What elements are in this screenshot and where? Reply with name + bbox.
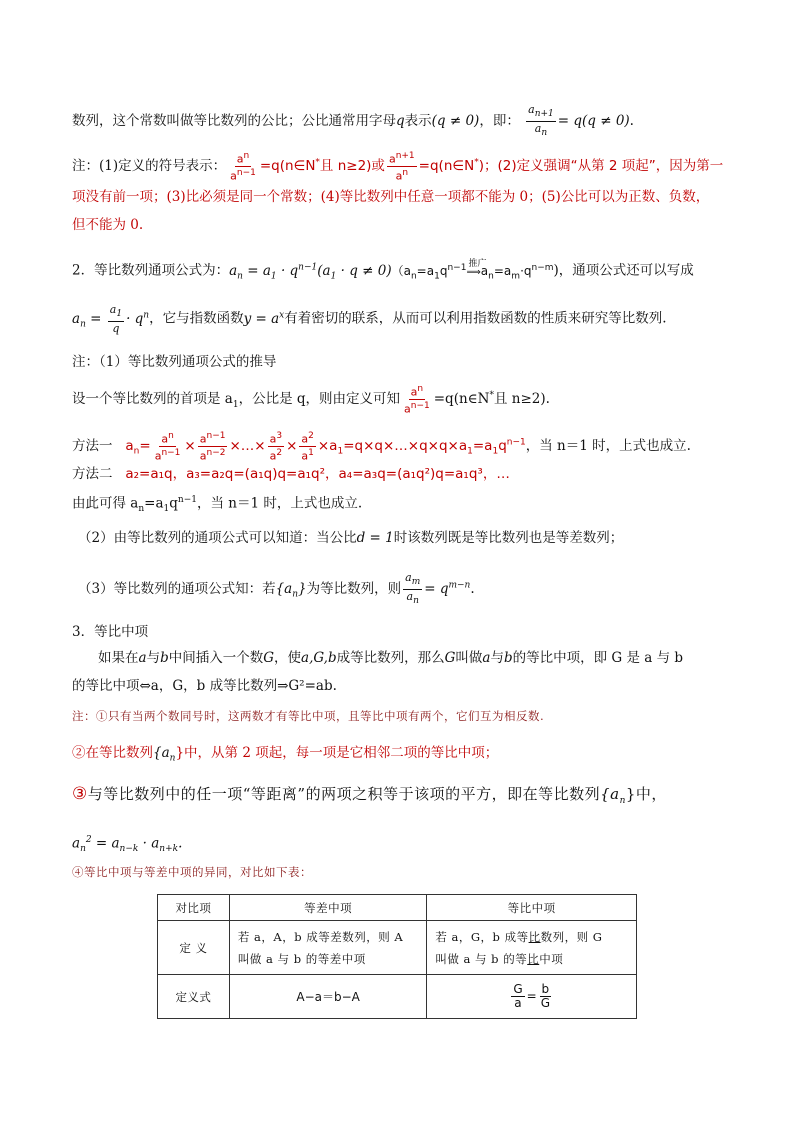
table-cell: 若 a，G，b 成等比数列，则 G 叫做 a 与 b 的等比中项 xyxy=(427,921,637,975)
note-three: （3）等比数列的通项公式知：若$\{a_n\}$为等比数列，则 $\frac{a_m}{a_n}$ = $q^{m-n}$. xyxy=(78,571,475,607)
comparison-intro: ④等比中项与等差中项的异同，对比如下表： xyxy=(72,865,312,879)
note-definition-line3: 但不能为 0. xyxy=(72,217,144,233)
text: 数列，这个常数叫做等比数列的公比；公比通常用字母 xyxy=(72,113,396,130)
geometric-mean-note3: ③与等比数列中的任一项“等距离”的两项之积等于该项的平方，即在等比数列$\{a_n\}$中， xyxy=(72,784,667,806)
ratio-fraction: $\frac{a_{n+1}}{a_n}$ xyxy=(528,103,554,139)
text: 表示 xyxy=(404,113,432,130)
row-label: 定义式 xyxy=(158,975,230,1019)
comparison-table xyxy=(157,894,637,1019)
derivation-setup: 设一个等比数列的首项是 $a_1$，公比是 q，则由定义可知 $\frac{a^n}{a^{n-1}}$ =q(n∈N*且 n≥2). xyxy=(72,384,550,416)
section-3-heading: 3．等比中项 xyxy=(72,624,149,640)
method-two: 方法二 a₂=a₁q，a₃=a₂q=(a₁q)q=a₁q²，a₄=a₃q=(a₁q²)q=a₁q³，… xyxy=(72,466,510,482)
table-cell: A−a＝b−A xyxy=(229,975,426,1019)
table-header-row xyxy=(158,895,637,921)
definition-formula: $\frac{a^n}{a^{n-1}}$ =q(n∈N*且 n≥2)或 $\frac{a^{n+1}}{a^n}$ =q(n∈N*)；(2)定义强调“从第 2 项起”，因为第一 xyxy=(230,151,724,183)
header-cell: 等比中项 xyxy=(427,895,637,921)
method-conclusion: 由此可得 $a_n=a_1q^{n-1}$，当 n＝1 时，上式也成立. xyxy=(72,495,363,515)
ratio-tail: = q(q ≠ 0) xyxy=(557,113,630,130)
generalize-arrow: 推广 ⟹ xyxy=(466,258,487,278)
geometric-mean-note2: ②在等比数列$\{a_n\}$中，从第 2 项起，每一项是它相邻二项的等比中项； xyxy=(72,745,499,764)
header-cell: 等差中项 xyxy=(229,895,426,921)
row-label: 定 义 xyxy=(158,921,230,975)
general-term-line2: $a_n$ = $\frac{a_1}{q}$ · $q^n$，它与指数函数$y = a^x$有着密切的联系，从而可以利用指数函数的性质来研究等比数列. xyxy=(72,303,667,336)
table-cell: $\frac{G}{a}$ = $\frac{b}{G}$ xyxy=(427,975,637,1019)
geometric-mean-para2: 的等比中项⇔a，G，b 成等比数列⇒G²=ab. xyxy=(72,678,337,694)
table-cell: 若 a，A，b 成等差数列，则 A 叫做 a 与 b 的等差中项 xyxy=(229,921,426,975)
table-row xyxy=(158,921,637,975)
geometric-mean-formula: $a_n^2 = a_{n-k} \cdot a_{n+k}$. xyxy=(72,835,183,855)
derivation-title: 注：（1）等比数列通项公式的推导 xyxy=(72,354,277,370)
header-cell: 对比项 xyxy=(158,895,230,921)
note-definition-line2: 项没有前一项；(3)比必须是同一个常数；(4)等比数列中任意一项都不能为 0；(5)公比可以为正数、负数， xyxy=(72,189,710,205)
note-two: （2）由等比数列的通项公式可以知道：当公比d = 1时该数列既是等比数列也是等差数列； xyxy=(78,530,624,546)
note-definition-line1: 注：(1)定义的符号表示： $\frac{a^n}{a^{n-1}}$ =q(n∈N*且 n≥2)或 $\frac{a^{n+1}}{a^n}$ =q(n∈N*)；(2)定义强调“从第 2 项起”，因为第一 xyxy=(72,151,724,183)
symbol-q: q xyxy=(396,113,405,130)
table-row xyxy=(158,975,637,1019)
text: ，即： xyxy=(479,113,520,130)
paragraph-ratio-definition: 数列，这个常数叫做等比数列的公比；公比通常用字母q表示(q ≠ 0)，即： $\frac{a_{n+1}}{a_n}$ = q(q ≠ 0). xyxy=(72,103,634,139)
condition: (q ≠ 0) xyxy=(431,113,480,130)
method-one: 方法一 $a_n=$ $\frac{a^n}{a^{n-1}}$ × $\frac{a^{n-1}}{a^{n-2}}$ ×…× $\frac{a^3}{a^2}$ × $\frac{a^2}{a^1}$ $\times a_1=q\times q\times\dots\times q\times q\times a_1=a_1q^{n-1}$，当 n＝1 时，上式也成立. xyxy=(72,431,691,463)
general-term-line1: 2．等比数列通项公式为：$a_n = a_1 \cdot q^{n-1}(a_1 \cdot q \ne 0)(a_n=a_1q^{n-1}$ 推广 $⟹a_n=a_m\cdot q^{n-m}$)，通项公式还可以写成 xyxy=(72,258,694,282)
geometric-mean-note1: 注：①只有当两个数同号时，这两数才有等比中项，且等比中项有两个，它们互为相反数. xyxy=(72,709,545,723)
geometric-mean-para1: 如果在a与b中间插入一个数G，使a,G,b成等比数列，那么G叫做a与b的等比中项，即 G 是 a 与 b xyxy=(98,650,684,666)
